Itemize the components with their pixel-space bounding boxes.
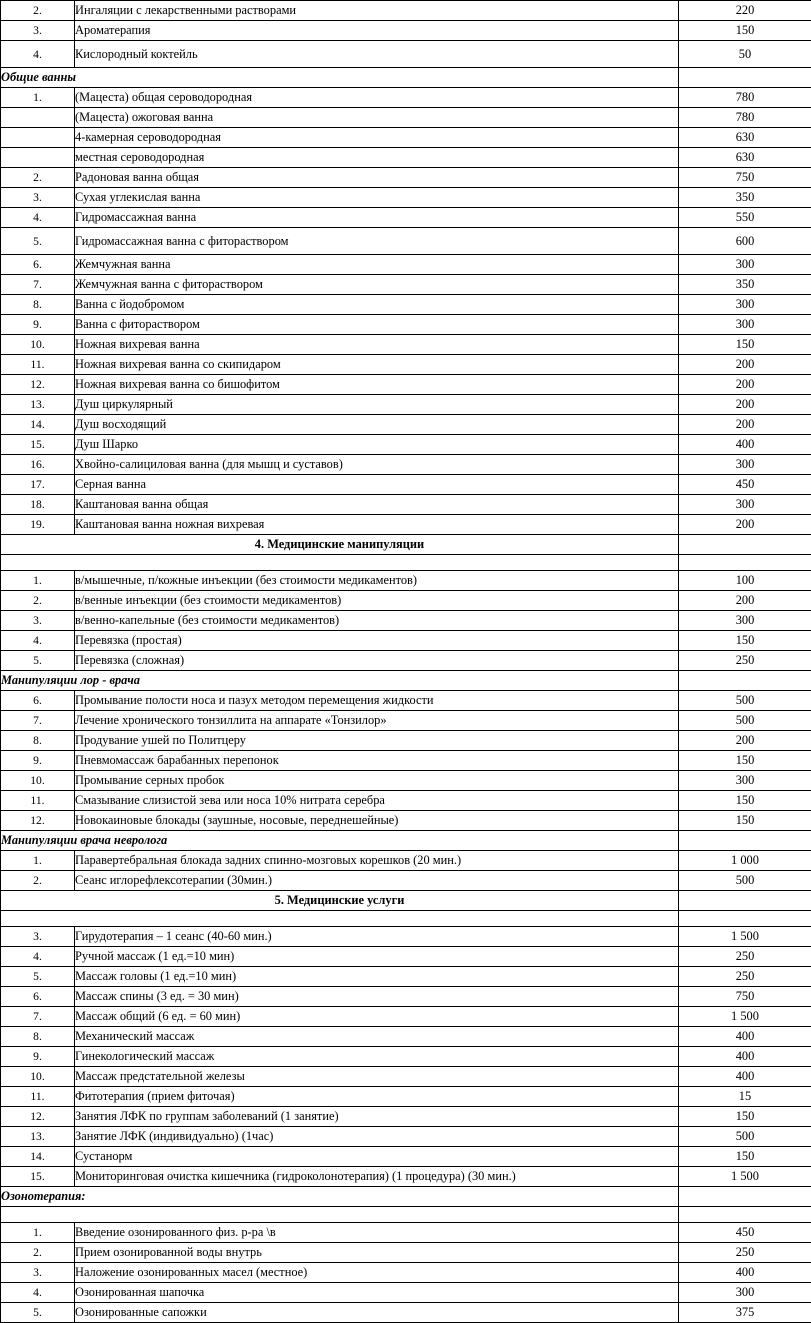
service-name: Гидромассажная ванна с фитораствором (75, 228, 679, 255)
price-cell: 750 (679, 987, 811, 1007)
price-cell: 300 (679, 1283, 811, 1303)
row-number: 12. (1, 811, 75, 831)
row-number: 15. (1, 1167, 75, 1187)
table-row (1, 1167, 811, 1187)
service-name: Жемчужная ванна с фитораствором (75, 275, 679, 295)
row-number: 4. (1, 41, 75, 68)
price-cell: 150 (679, 335, 811, 355)
price-cell: 200 (679, 591, 811, 611)
row-number: 3. (1, 927, 75, 947)
section-row (1, 68, 811, 88)
row-number: 9. (1, 315, 75, 335)
service-name: Лечение хронического тонзиллита на аппарате «Тонзилор» (75, 711, 679, 731)
table-row (1, 791, 811, 811)
table-row (1, 1263, 811, 1283)
row-number: 14. (1, 1147, 75, 1167)
row-number: 7. (1, 275, 75, 295)
row-number: 3. (1, 611, 75, 631)
price-cell: 150 (679, 811, 811, 831)
price-cell: 150 (679, 21, 811, 41)
price-cell: 300 (679, 771, 811, 791)
price-cell: 200 (679, 731, 811, 751)
row-number: 15. (1, 435, 75, 455)
table-row (1, 128, 811, 148)
price-cell: 100 (679, 571, 811, 591)
row-number: 12. (1, 1107, 75, 1127)
price-cell: 750 (679, 168, 811, 188)
row-number: 1. (1, 1223, 75, 1243)
table-row (1, 871, 811, 891)
table-row (1, 611, 811, 631)
table-row (1, 1223, 811, 1243)
table-row (1, 1107, 811, 1127)
price-cell: 300 (679, 455, 811, 475)
row-number: 7. (1, 1007, 75, 1027)
service-name: Ножная вихревая ванна со бишофитом (75, 375, 679, 395)
row-number: 4. (1, 947, 75, 967)
row-number: 13. (1, 1127, 75, 1147)
table-row (1, 395, 811, 415)
price-cell: 450 (679, 1223, 811, 1243)
table-row (1, 851, 811, 871)
price-cell: 780 (679, 108, 811, 128)
service-name: Душ восходящий (75, 415, 679, 435)
row-number: 3. (1, 188, 75, 208)
service-name: в/венные инъекции (без стоимости медикаментов) (75, 591, 679, 611)
price-cell: 600 (679, 228, 811, 255)
price-cell: 150 (679, 1147, 811, 1167)
spacer-cell (1, 911, 679, 927)
row-number: 10. (1, 1067, 75, 1087)
table-row (1, 455, 811, 475)
row-number: 5. (1, 651, 75, 671)
price-cell: 150 (679, 631, 811, 651)
service-name: Фитотерапия (прием фиточая) (75, 1087, 679, 1107)
service-name: Продувание ушей по Политцеру (75, 731, 679, 751)
row-number: 11. (1, 1087, 75, 1107)
service-name: Смазывание слизистой зева или носа 10% нитрата серебра (75, 791, 679, 811)
price-cell: 200 (679, 355, 811, 375)
table-row (1, 1147, 811, 1167)
service-name: Душ Шарко (75, 435, 679, 455)
section-row (1, 671, 811, 691)
table-row (1, 1087, 811, 1107)
price-cell: 300 (679, 255, 811, 275)
row-number: 1. (1, 88, 75, 108)
price-cell: 375 (679, 1303, 811, 1323)
price-cell: 400 (679, 1047, 811, 1067)
service-name: 4-камерная сероводородная (75, 128, 679, 148)
section-row (1, 831, 811, 851)
service-name: Ароматерапия (75, 21, 679, 41)
row-number: 1. (1, 571, 75, 591)
price-cell (679, 535, 811, 555)
chapter-row (1, 891, 811, 911)
price-cell: 500 (679, 1127, 811, 1147)
table-row (1, 375, 811, 395)
section-header: Общие ванны (1, 68, 679, 88)
service-name: Сустанорм (75, 1147, 679, 1167)
table-row (1, 208, 811, 228)
table-row (1, 1027, 811, 1047)
row-number: 5. (1, 1303, 75, 1323)
row-number (1, 108, 75, 128)
row-number: 17. (1, 475, 75, 495)
table-row (1, 148, 811, 168)
table-row (1, 947, 811, 967)
table-row (1, 88, 811, 108)
row-number: 8. (1, 295, 75, 315)
price-cell (679, 68, 811, 88)
service-name: Введение озонированного физ. р-ра \в (75, 1223, 679, 1243)
price-cell: 150 (679, 751, 811, 771)
service-name: в/мышечные, п/кожные инъекции (без стоимости медикаментов) (75, 571, 679, 591)
table-row (1, 631, 811, 651)
row-number: 13. (1, 395, 75, 415)
section-row (1, 1187, 811, 1207)
price-cell: 350 (679, 275, 811, 295)
row-number: 11. (1, 791, 75, 811)
table-row (1, 1067, 811, 1087)
row-number: 6. (1, 691, 75, 711)
table-row (1, 967, 811, 987)
chapter-row (1, 535, 811, 555)
row-number: 9. (1, 751, 75, 771)
row-number: 10. (1, 771, 75, 791)
table-row (1, 591, 811, 611)
table-row (1, 1127, 811, 1147)
row-number: 9. (1, 1047, 75, 1067)
price-cell: 630 (679, 148, 811, 168)
table-row (1, 21, 811, 41)
row-number: 3. (1, 21, 75, 41)
row-number: 16. (1, 455, 75, 475)
table-row (1, 495, 811, 515)
price-table-body (1, 1, 811, 1323)
table-row (1, 1007, 811, 1027)
spacer-cell-price (679, 911, 811, 927)
service-name: Кислородный коктейль (75, 41, 679, 68)
table-row (1, 41, 811, 68)
table-row (1, 228, 811, 255)
spacer-row (1, 911, 811, 927)
row-number: 8. (1, 731, 75, 751)
service-name: Паравертебральная блокада задних спинно-мозговых корешков (20 мин.) (75, 851, 679, 871)
price-cell: 1 500 (679, 1007, 811, 1027)
table-row (1, 1243, 811, 1263)
price-cell: 500 (679, 711, 811, 731)
service-name: Ванна с йодобромом (75, 295, 679, 315)
price-cell (679, 1187, 811, 1207)
service-name: Новокаиновые блокады (заушные, носовые, переднешейные) (75, 811, 679, 831)
price-cell: 300 (679, 295, 811, 315)
row-number: 11. (1, 355, 75, 375)
table-row (1, 1047, 811, 1067)
table-row (1, 355, 811, 375)
table-row (1, 435, 811, 455)
row-number: 10. (1, 335, 75, 355)
table-row (1, 168, 811, 188)
price-cell: 15 (679, 1087, 811, 1107)
service-name: местная сероводородная (75, 148, 679, 168)
service-name: Жемчужная ванна (75, 255, 679, 275)
table-row (1, 295, 811, 315)
price-cell: 1 000 (679, 851, 811, 871)
row-number: 14. (1, 415, 75, 435)
price-cell: 50 (679, 41, 811, 68)
service-name: Ручной массаж (1 ед.=10 мин) (75, 947, 679, 967)
service-name: Перевязка (простая) (75, 631, 679, 651)
service-name: Сухая углекислая ванна (75, 188, 679, 208)
table-row (1, 811, 811, 831)
table-row (1, 987, 811, 1007)
table-row (1, 315, 811, 335)
table-row (1, 927, 811, 947)
price-cell: 200 (679, 375, 811, 395)
service-name: Ножная вихревая ванна со скипидаром (75, 355, 679, 375)
price-cell: 300 (679, 315, 811, 335)
table-row (1, 651, 811, 671)
price-cell (679, 831, 811, 851)
table-row (1, 571, 811, 591)
table-row (1, 1283, 811, 1303)
table-row (1, 771, 811, 791)
service-name: Каштановая ванна общая (75, 495, 679, 515)
service-name: Мониторинговая очистка кишечника (гидроколонотерапия) (1 процедура) (30 мин.) (75, 1167, 679, 1187)
price-cell: 1 500 (679, 1167, 811, 1187)
service-name: Промывание полости носа и пазух методом перемещения жидкости (75, 691, 679, 711)
subsection-header: Озонотерапия: (1, 1187, 679, 1207)
row-number: 2. (1, 871, 75, 891)
price-cell: 300 (679, 495, 811, 515)
spacer-cell (1, 1207, 679, 1223)
row-number: 1. (1, 851, 75, 871)
price-cell: 500 (679, 871, 811, 891)
price-cell: 550 (679, 208, 811, 228)
table-row (1, 188, 811, 208)
price-cell: 500 (679, 691, 811, 711)
price-cell: 200 (679, 415, 811, 435)
price-cell (679, 671, 811, 691)
service-name: Массаж спины (3 ед. = 30 мин) (75, 987, 679, 1007)
table-row (1, 275, 811, 295)
service-name: Гидромассажная ванна (75, 208, 679, 228)
service-name: Ванна с фитораствором (75, 315, 679, 335)
spacer-row (1, 555, 811, 571)
section-header: Манипуляции врача невролога (1, 831, 679, 851)
row-number: 4. (1, 631, 75, 651)
row-number: 4. (1, 208, 75, 228)
service-name: Прием озонированной воды внутрь (75, 1243, 679, 1263)
row-number: 4. (1, 1283, 75, 1303)
service-name: Радоновая ванна общая (75, 168, 679, 188)
table-row (1, 255, 811, 275)
spacer-cell-price (679, 1207, 811, 1223)
service-name: Серная ванна (75, 475, 679, 495)
service-name: Перевязка (сложная) (75, 651, 679, 671)
service-name: Ножная вихревая ванна (75, 335, 679, 355)
price-cell: 450 (679, 475, 811, 495)
spacer-cell (1, 555, 679, 571)
service-name: Пневмомассаж барабанных перепонок (75, 751, 679, 771)
row-number: 2. (1, 1, 75, 21)
price-cell: 200 (679, 515, 811, 535)
row-number: 2. (1, 591, 75, 611)
table-row (1, 415, 811, 435)
price-cell: 400 (679, 1067, 811, 1087)
service-name: Гинекологический массаж (75, 1047, 679, 1067)
table-row (1, 691, 811, 711)
chapter-header: 4. Медицинские манипуляции (1, 535, 679, 555)
service-name: Массаж предстательной железы (75, 1067, 679, 1087)
service-name: Сеанс иглорефлексотерапии (30мин.) (75, 871, 679, 891)
price-cell: 350 (679, 188, 811, 208)
row-number: 5. (1, 228, 75, 255)
service-name: Душ циркулярный (75, 395, 679, 415)
service-name: Наложение озонированных масел (местное) (75, 1263, 679, 1283)
row-number: 18. (1, 495, 75, 515)
table-row (1, 108, 811, 128)
row-number: 3. (1, 1263, 75, 1283)
table-row (1, 1, 811, 21)
service-name: Гирудотерапия – 1 сеанс (40-60 мин.) (75, 927, 679, 947)
service-name: Массаж общий (6 ед. = 60 мин) (75, 1007, 679, 1027)
table-row (1, 731, 811, 751)
spacer-row (1, 1207, 811, 1223)
row-number: 19. (1, 515, 75, 535)
price-cell: 200 (679, 395, 811, 415)
price-cell: 150 (679, 791, 811, 811)
service-name: Занятие ЛФК (индивидуально) (1час) (75, 1127, 679, 1147)
table-row (1, 751, 811, 771)
row-number: 5. (1, 967, 75, 987)
price-cell: 400 (679, 1027, 811, 1047)
row-number (1, 148, 75, 168)
price-cell: 400 (679, 435, 811, 455)
service-name: Озонированные сапожки (75, 1303, 679, 1323)
price-cell: 630 (679, 128, 811, 148)
price-cell: 250 (679, 967, 811, 987)
price-cell: 780 (679, 88, 811, 108)
service-name: в/венно-капельные (без стоимости медикаментов) (75, 611, 679, 631)
row-number: 8. (1, 1027, 75, 1047)
spacer-cell-price (679, 555, 811, 571)
row-number: 6. (1, 987, 75, 1007)
price-cell (679, 891, 811, 911)
table-row (1, 335, 811, 355)
price-cell: 250 (679, 651, 811, 671)
service-name: Хвойно-салициловая ванна (для мышц и суставов) (75, 455, 679, 475)
price-cell: 220 (679, 1, 811, 21)
table-row (1, 1303, 811, 1323)
row-number: 12. (1, 375, 75, 395)
service-name: Озонированная шапочка (75, 1283, 679, 1303)
table-row (1, 515, 811, 535)
service-name: Массаж головы (1 ед.=10 мин) (75, 967, 679, 987)
price-cell: 150 (679, 1107, 811, 1127)
table-row (1, 711, 811, 731)
price-cell: 300 (679, 611, 811, 631)
row-number: 2. (1, 168, 75, 188)
service-name: Каштановая ванна ножная вихревая (75, 515, 679, 535)
row-number (1, 128, 75, 148)
service-name: Механический массаж (75, 1027, 679, 1047)
price-cell: 400 (679, 1263, 811, 1283)
service-name: (Мацеста) ожоговая ванна (75, 108, 679, 128)
section-header: Манипуляции лор - врача (1, 671, 679, 691)
row-number: 6. (1, 255, 75, 275)
service-name: Занятия ЛФК по группам заболеваний (1 занятие) (75, 1107, 679, 1127)
chapter-header: 5. Медицинские услуги (1, 891, 679, 911)
service-name: (Мацеста) общая сероводородная (75, 88, 679, 108)
row-number: 7. (1, 711, 75, 731)
price-cell: 250 (679, 1243, 811, 1263)
table-row (1, 475, 811, 495)
service-name: Промывание серных пробок (75, 771, 679, 791)
price-cell: 250 (679, 947, 811, 967)
price-cell: 1 500 (679, 927, 811, 947)
row-number: 2. (1, 1243, 75, 1263)
service-name: Ингаляции с лекарственными растворами (75, 1, 679, 21)
